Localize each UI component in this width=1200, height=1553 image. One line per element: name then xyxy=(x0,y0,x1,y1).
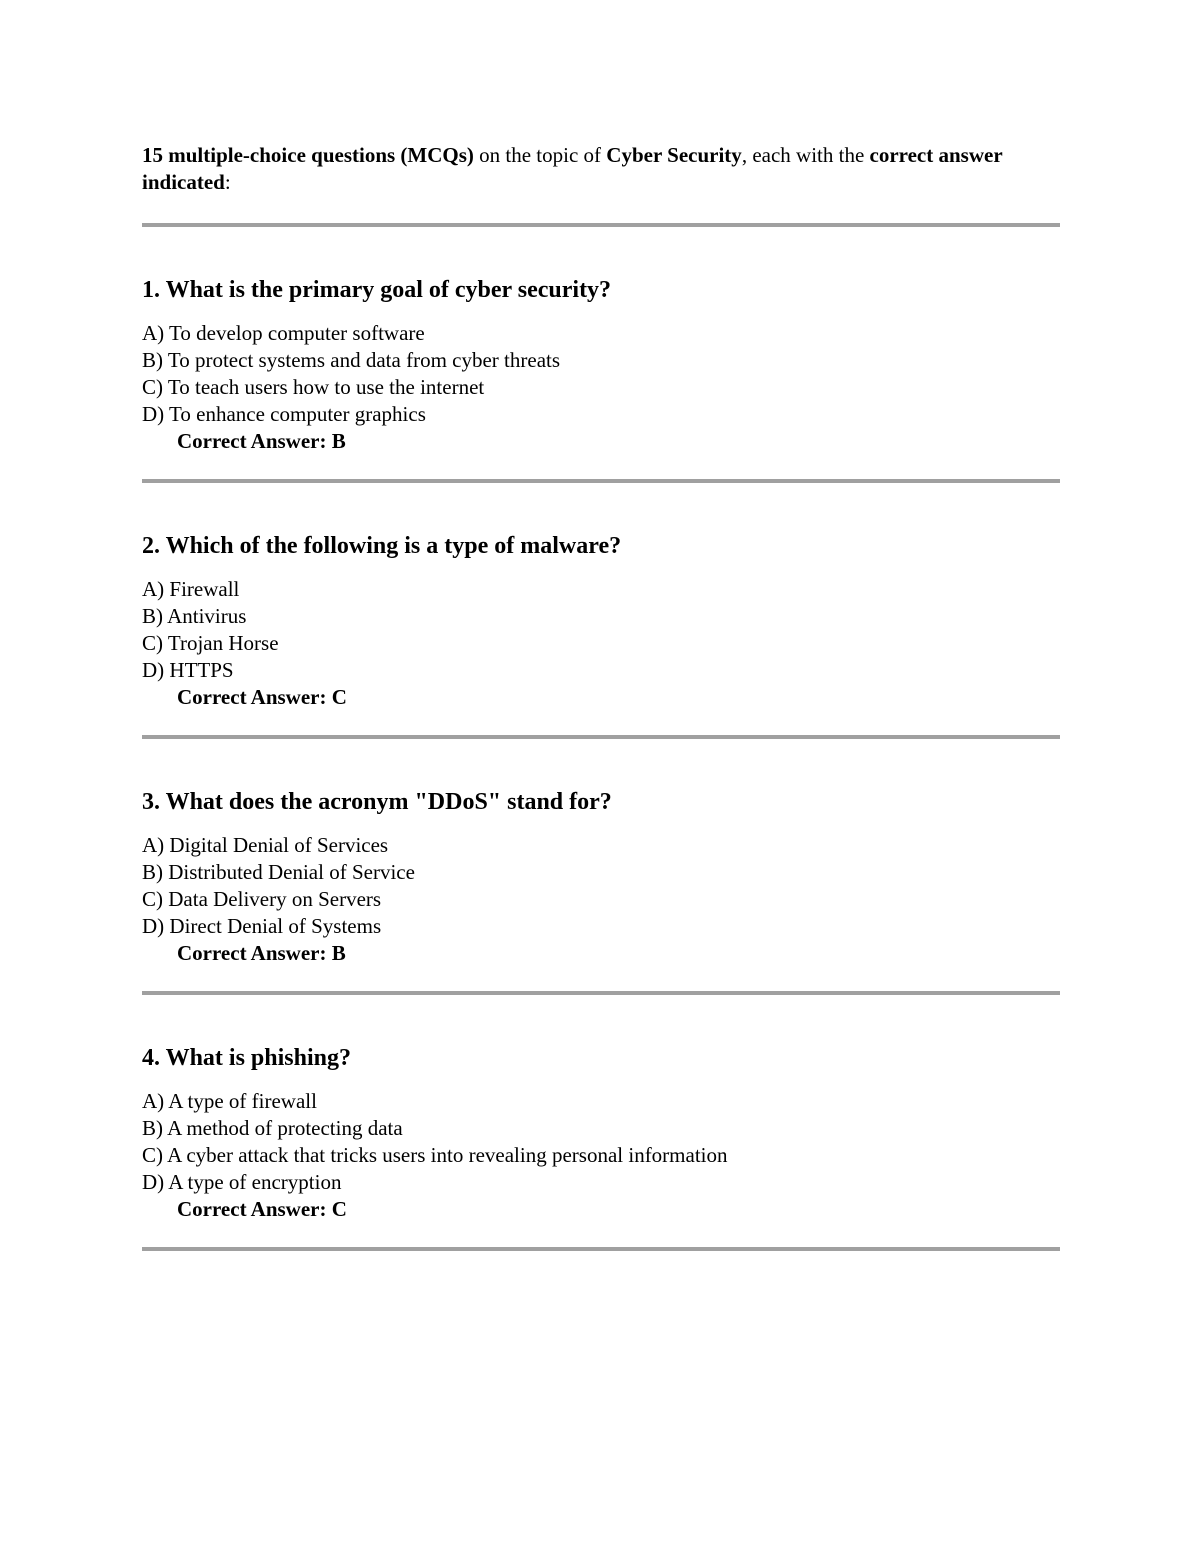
option-item: C) A cyber attack that tricks users into revealing personal information xyxy=(142,1143,728,1167)
question-title: 4. What is phishing? xyxy=(142,1045,351,1071)
intro-paragraph xyxy=(142,142,1060,196)
option-item: A) A type of firewall xyxy=(142,1089,317,1113)
option-item: C) Data Delivery on Servers xyxy=(142,887,382,911)
intro-bold-mcqs: 15 multiple-choice questions (MCQs) xyxy=(142,143,474,167)
option-list xyxy=(142,1088,1060,1196)
option-item: D) To enhance computer graphics xyxy=(142,402,426,426)
intro-text-colon: : xyxy=(224,170,231,194)
option-item: B) Antivirus xyxy=(142,604,247,628)
correct-answer: Correct Answer: B xyxy=(177,429,346,453)
option-item: A) Digital Denial of Services xyxy=(142,833,389,857)
correct-answer: Correct Answer: C xyxy=(177,1197,347,1221)
divider xyxy=(142,1247,1060,1251)
intro-text-topic: on the topic of xyxy=(473,143,607,167)
option-item: A) Firewall xyxy=(142,577,240,601)
option-item: D) A type of encryption xyxy=(142,1170,342,1194)
option-list xyxy=(142,832,1060,940)
document-page xyxy=(142,142,1060,1251)
question-block xyxy=(142,995,1060,1247)
intro-bold-topic: Cyber Security xyxy=(606,143,742,167)
option-item: C) Trojan Horse xyxy=(142,631,279,655)
option-item: D) Direct Denial of Systems xyxy=(142,914,382,938)
option-item: B) Distributed Denial of Service xyxy=(142,860,415,884)
intro-bold-correct: correct answer indicated xyxy=(142,143,1003,194)
question-block xyxy=(142,483,1060,735)
intro-text-each: , each with the xyxy=(741,143,870,167)
question-block xyxy=(142,227,1060,479)
correct-answer: Correct Answer: C xyxy=(177,685,347,709)
option-list xyxy=(142,576,1060,684)
option-list xyxy=(142,320,1060,428)
option-item: A) To develop computer software xyxy=(142,321,425,345)
correct-answer: Correct Answer: B xyxy=(177,941,346,965)
question-title: 2. Which of the following is a type of malware? xyxy=(142,533,622,559)
option-item: D) HTTPS xyxy=(142,658,234,682)
option-item: C) To teach users how to use the internet xyxy=(142,375,485,399)
option-item: B) To protect systems and data from cyber threats xyxy=(142,348,561,372)
question-block xyxy=(142,739,1060,991)
option-item: B) A method of protecting data xyxy=(142,1116,403,1140)
question-title: 1. What is the primary goal of cyber security? xyxy=(142,277,612,303)
question-title: 3. What does the acronym "DDoS" stand for? xyxy=(142,789,612,815)
